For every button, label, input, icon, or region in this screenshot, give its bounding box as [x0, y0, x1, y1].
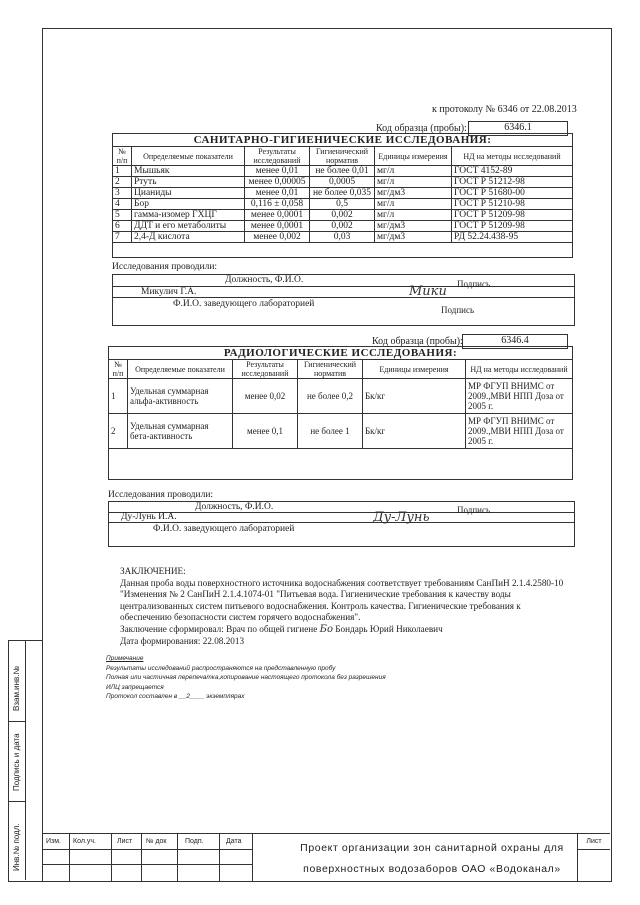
cell-name: Удельная суммарная бета-активность — [128, 414, 233, 449]
radio-code-value: 6346.4 — [462, 334, 568, 349]
notes — [106, 654, 386, 702]
sheet-label: Лист — [578, 834, 610, 850]
radio-table — [108, 346, 573, 480]
conclusion-formed-by: Заключение сформировал: Врач по общей гигиене — [120, 623, 318, 634]
binding-stamp — [8, 640, 43, 882]
cell-result: менее 0,0001 — [245, 210, 310, 221]
cell-result: менее 0,01 — [245, 188, 310, 199]
cell-norm: 0,002 — [310, 210, 375, 221]
cell-unit: Бк/кг — [363, 414, 466, 449]
cell-result: менее 0,002 — [245, 232, 310, 243]
notes-heading: Примечание — [106, 655, 144, 662]
cell-result: менее 0,02 — [233, 379, 298, 414]
cell-method: РД 52.24.438-95 — [452, 232, 573, 243]
stamp-inv-original: Инв.№ подл. — [12, 823, 21, 871]
cell-result: менее 0,01 — [245, 166, 310, 177]
radio-sign-block — [108, 501, 575, 547]
notes-line: Полная или частичная перепечатка,копирование настоящего протокола без разрешения — [106, 674, 386, 681]
cell-norm: 0,5 — [310, 199, 375, 210]
stamp-sign-date: Подпись и дата — [12, 733, 21, 791]
table-row — [109, 379, 573, 414]
cell-name: Цианиды — [132, 188, 245, 199]
tb-list: Лист — [117, 838, 133, 845]
cell-norm: не более 1 — [298, 414, 363, 449]
cell-unit: мг/дм3 — [375, 188, 452, 199]
project-line-1: Проект организации зон санитарной охраны для — [300, 842, 564, 854]
table-row — [109, 414, 573, 449]
project-line-2: поверхностных водозаборов ОАО «Водоканал» — [303, 863, 561, 875]
cell-method: ГОСТ Р 51210-98 — [452, 199, 573, 210]
sanitary-sign-label-2: Подпись — [441, 305, 475, 315]
cell-norm: не более 0,2 — [298, 379, 363, 414]
notes-line: Протокол составлен в __2____ экземплярах — [106, 693, 245, 700]
sheet-cell — [577, 834, 610, 881]
cell-norm: не более 0,035 — [310, 188, 375, 199]
cell-method: ГОСТ Р 51209-98 — [452, 221, 573, 232]
col-result: Результаты исследований — [245, 147, 310, 166]
notes-line: ИЛЦ запрещается — [106, 683, 164, 691]
table-row — [113, 188, 573, 199]
cell-unit: мг/л — [375, 210, 452, 221]
table-row — [113, 210, 573, 221]
col-norm: Гигиенический норматив — [310, 147, 375, 166]
radio-title: РАДИОЛОГИЧЕСКИЕ ИССЛЕДОВАНИЯ: — [109, 347, 573, 360]
tb-izm: Изм. — [46, 838, 61, 845]
protocol-reference: к протоколу № 6346 от 22.08.2013 — [432, 104, 577, 115]
cell-unit: Бк/кг — [363, 379, 466, 414]
cell-method: ГОСТ Р 51209-98 — [452, 210, 573, 221]
radio-col-indicator: Определяемые показатели — [128, 360, 233, 379]
radio-col-method: НД на методы исследований — [466, 360, 573, 379]
col-indicator: Определяемые показатели — [132, 147, 245, 166]
conclusion-text: Данная проба воды поверхностного источника водоснабжения соответствует требованиям СанПиН 2.1.4.2580-10 "Изменения № 2 СанПиН 2.1.4.1074-01 "Питьевая вода. Гигиенические требования к качеству воды централизованных систем питьевого водоснабжения. Контроль качества. Гигиенические требования к обеспечению безопасности систем горячего водоснабжения". — [120, 577, 564, 623]
radio-signature: Ду-Лунь — [373, 510, 430, 525]
radio-conducted: Исследования проводили: — [108, 490, 214, 500]
cell-result: менее 0,0001 — [245, 221, 310, 232]
cell-unit: мг/дм3 — [375, 221, 452, 232]
cell-n: 6 — [113, 221, 132, 232]
cell-n: 3 — [113, 188, 132, 199]
cell-name: Бор — [132, 199, 245, 210]
title-block — [42, 833, 610, 881]
cell-norm: 0,03 — [310, 232, 375, 243]
radio-col-unit: Единицы измерения — [363, 360, 466, 379]
cell-n: 7 — [113, 232, 132, 243]
notes-line: Результаты исследований распространяются на представленную пробу — [106, 664, 336, 672]
radio-head-label: Ф.И.О. заведующего лабораторией — [153, 524, 295, 534]
cell-norm: 0,002 — [310, 221, 375, 232]
sanitary-sign-block — [112, 274, 575, 326]
cell-unit: мг/л — [375, 166, 452, 177]
tb-kolich: Кол.уч. — [73, 838, 96, 845]
cell-method: ГОСТ 4152-89 — [452, 166, 573, 177]
conclusion-signature: Бо — [319, 623, 333, 635]
cell-method: МР ФГУП ВНИМС от 2009.,МВИ НПП Доза от 2005 г. — [466, 414, 573, 449]
cell-n: 2 — [113, 177, 132, 188]
cell-result: менее 0,1 — [233, 414, 298, 449]
cell-result: менее 0,00005 — [245, 177, 310, 188]
sanitary-code-label: Код образца (пробы): — [376, 123, 467, 134]
cell-method: ГОСТ Р 51212-98 — [452, 177, 573, 188]
conclusion-formed-name: Бондарь Юрий Николаевич — [335, 623, 443, 634]
sanitary-signature: Мики — [409, 284, 447, 299]
radio-col-num: № п/п — [109, 360, 128, 379]
table-row — [113, 232, 573, 243]
radio-code-label: Код образца (пробы): — [372, 336, 463, 347]
cell-unit: мг/дм3 — [375, 232, 452, 243]
tb-podp: Подп. — [185, 838, 204, 845]
sanitary-position-label: Должность, Ф.И.О. — [225, 275, 304, 285]
project-title — [292, 838, 572, 880]
cell-name: гамма-изомер ГХЦГ — [132, 210, 245, 221]
sanitary-code-value: 6346.1 — [468, 121, 568, 136]
stamp-replace-inv: Взам.инв.№ — [12, 665, 21, 711]
cell-name: Мышьяк — [132, 166, 245, 177]
cell-norm: 0,0005 — [310, 177, 375, 188]
cell-unit: мг/л — [375, 199, 452, 210]
radio-col-result: Результаты исследований — [233, 360, 298, 379]
cell-name: Удельная суммарная альфа-активность — [128, 379, 233, 414]
sanitary-table — [112, 133, 573, 258]
conclusion — [120, 566, 572, 647]
cell-method: ГОСТ Р 51680-00 — [452, 188, 573, 199]
cell-n: 1 — [109, 379, 128, 414]
sanitary-conducted: Исследования проводили: — [112, 262, 218, 272]
sanitary-performer: Микулич Г.А. — [141, 287, 197, 297]
col-method: НД на методы исследований — [452, 147, 573, 166]
cell-n: 5 — [113, 210, 132, 221]
cell-name: ДДТ и его метаболиты — [132, 221, 245, 232]
cell-n: 1 — [113, 166, 132, 177]
cell-n: 2 — [109, 414, 128, 449]
col-unit: Единицы измерения — [375, 147, 452, 166]
cell-method: МР ФГУП ВНИМС от 2009.,МВИ НПП Доза от 2005 г. — [466, 379, 573, 414]
cell-norm: не более 0,01 — [310, 166, 375, 177]
radio-performer: Ду-Лунь И.А. — [121, 512, 177, 522]
sanitary-title: САНИТАРНО-ГИГИЕНИЧЕСКИЕ ИССЛЕДОВАНИЯ: — [113, 134, 573, 147]
col-num: № п/п — [113, 147, 132, 166]
conclusion-formed — [120, 624, 572, 636]
conclusion-heading: ЗАКЛЮЧЕНИЕ: — [120, 566, 186, 576]
table-row — [113, 166, 573, 177]
sanitary-head-label: Ф.И.О. заведующего лабораторией — [173, 299, 315, 309]
radio-position-label: Должность, Ф.И.О. — [195, 502, 274, 512]
table-row — [113, 177, 573, 188]
tb-date: Дата — [226, 838, 242, 845]
cell-name: Ртуть — [132, 177, 245, 188]
table-row — [113, 199, 573, 210]
cell-n: 4 — [113, 199, 132, 210]
radio-sign-label: Подпись — [457, 505, 491, 515]
conclusion-date: Дата формирования: 22.08.2013 — [120, 635, 245, 646]
table-row — [113, 221, 573, 232]
cell-unit: мг/л — [375, 177, 452, 188]
cell-result: 0,116 ± 0,058 — [245, 199, 310, 210]
tb-ndoc: № док — [146, 838, 167, 845]
radio-col-norm: Гигиенический норматив — [298, 360, 363, 379]
sanitary-sign-label: Подпись — [457, 279, 491, 289]
cell-name: 2,4-Д кислота — [132, 232, 245, 243]
